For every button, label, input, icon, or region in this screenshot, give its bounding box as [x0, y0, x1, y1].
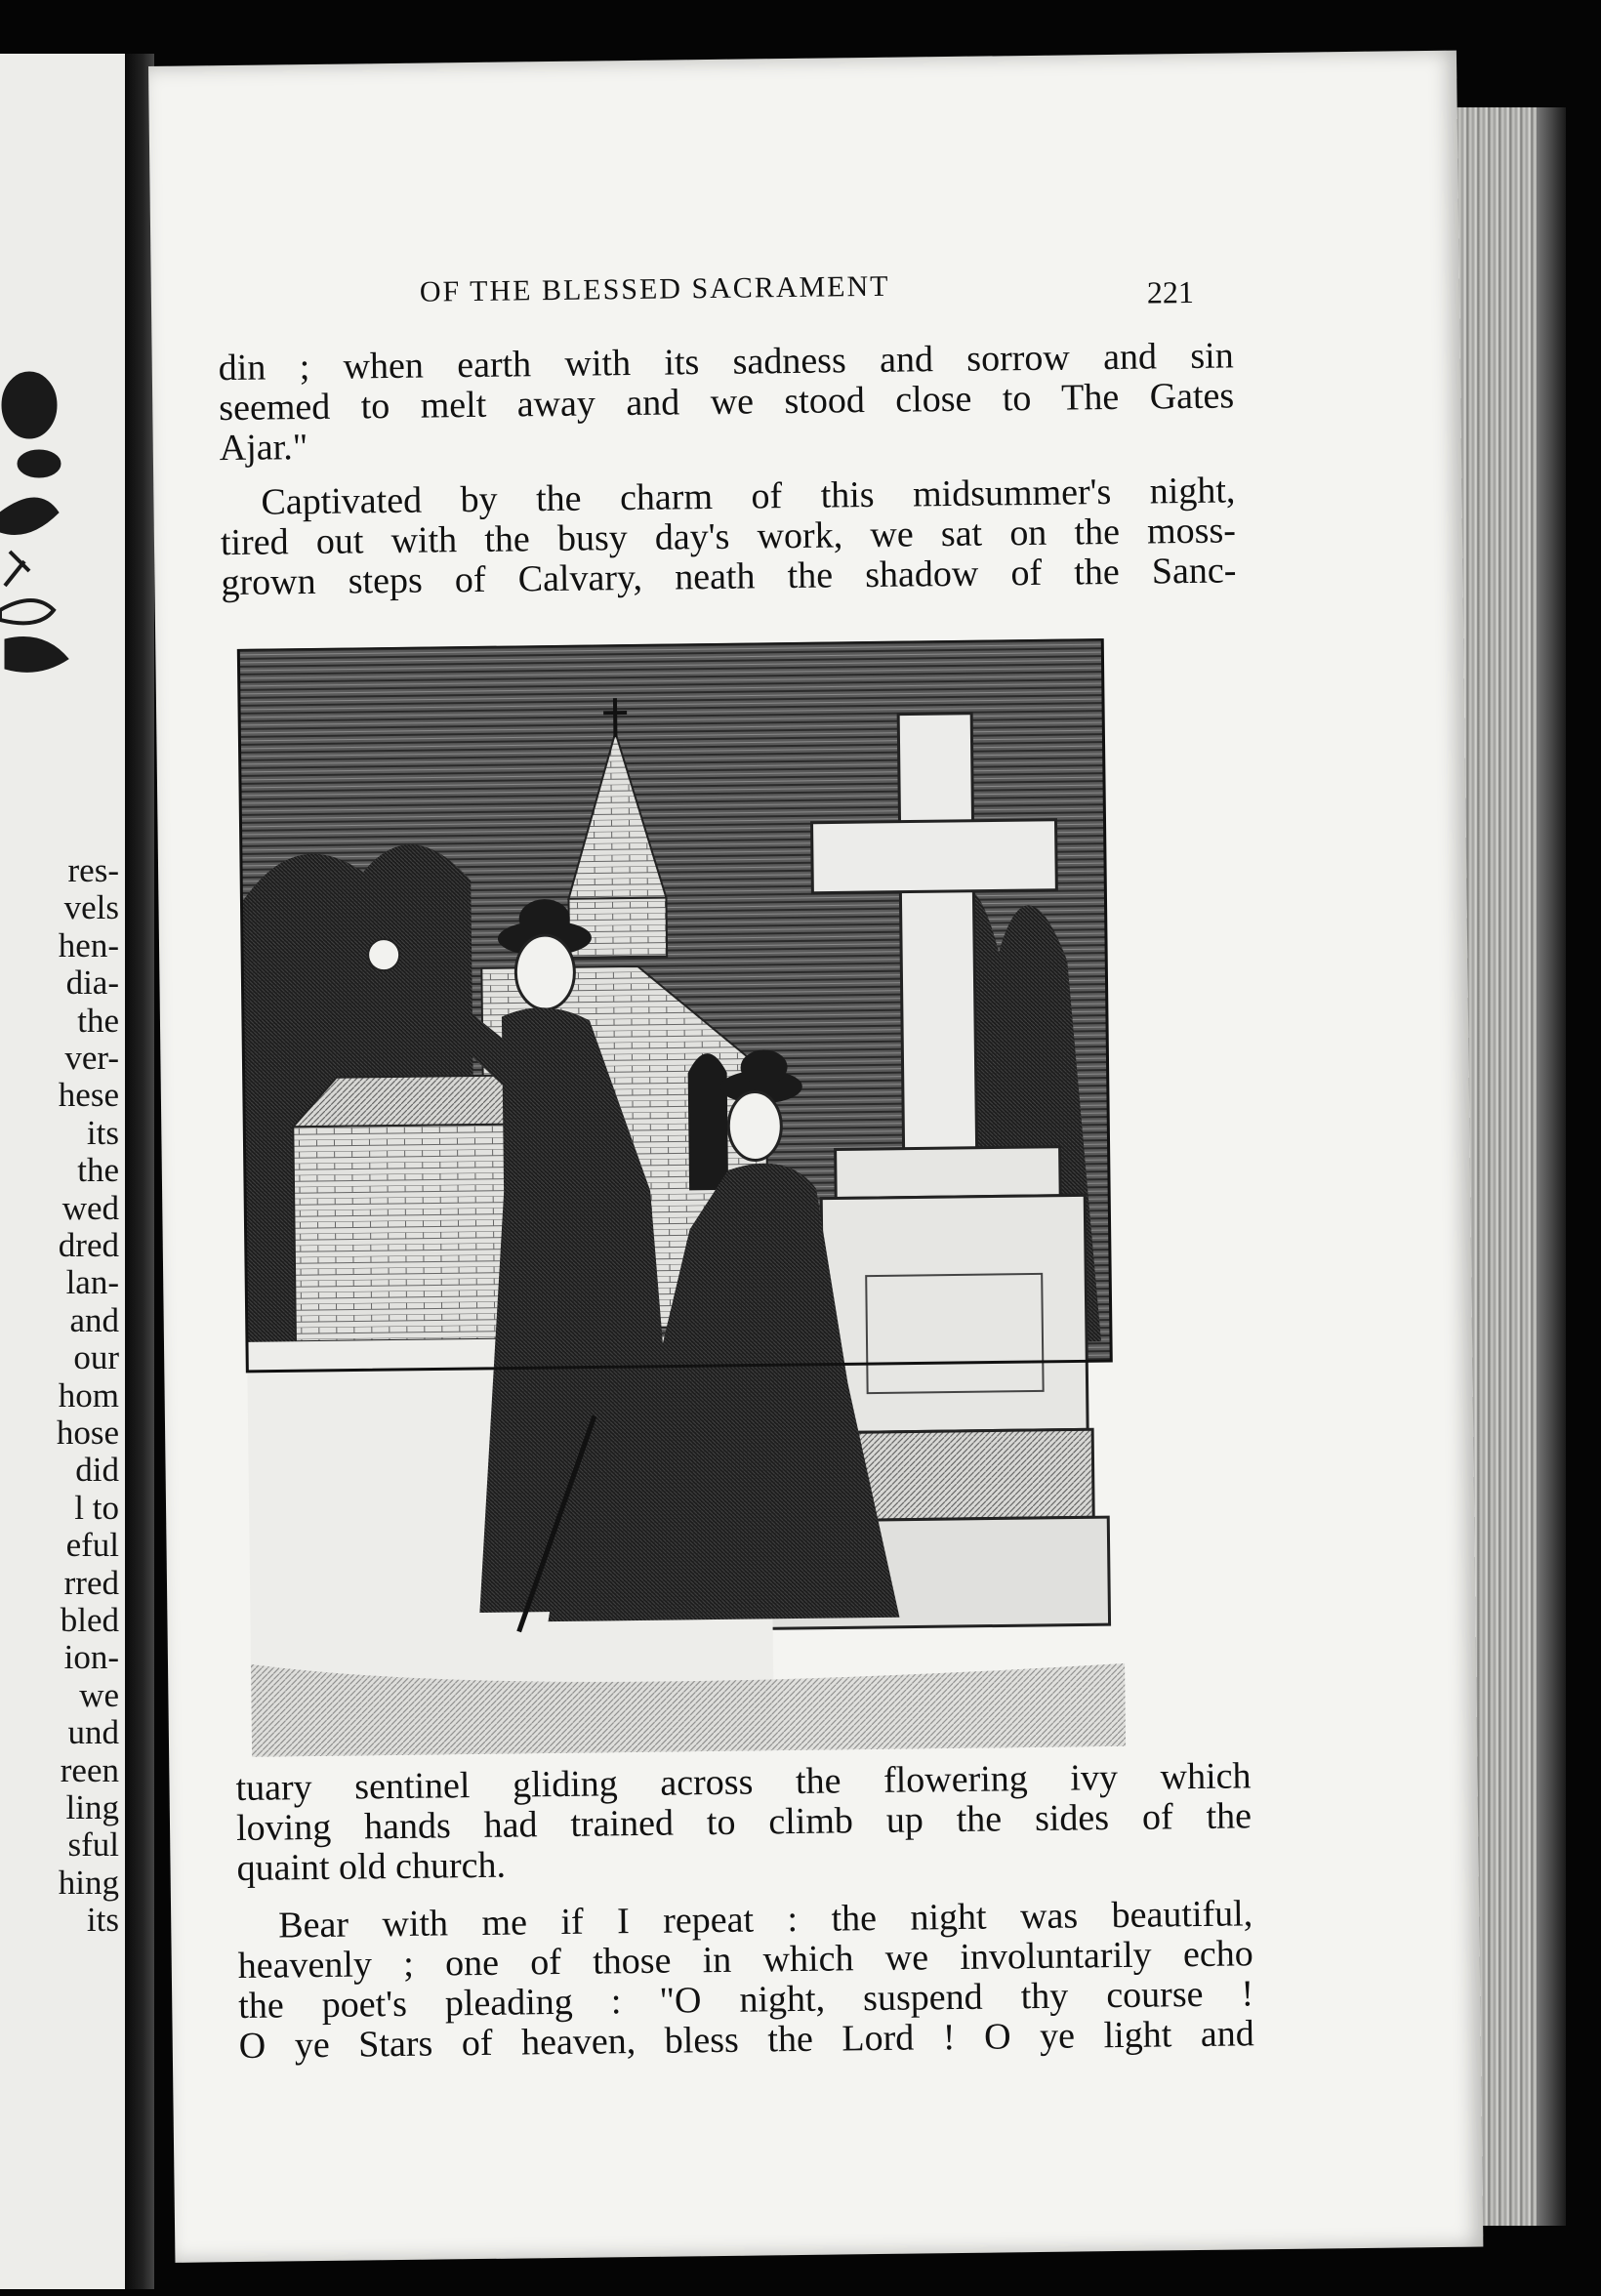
text-line: loving hands had trained to climb up the sides of the [235, 1795, 1252, 1850]
text-line: tuary sentinel gliding across the flowering ivy which [235, 1755, 1252, 1810]
facing-page-fragment: hese [58, 1076, 119, 1115]
facing-page [0, 54, 125, 2289]
facing-page-fragment: l to [74, 1488, 119, 1527]
facing-page-fragment: did [75, 1451, 119, 1490]
facing-page-fragment: ling [65, 1788, 119, 1826]
book-page [148, 51, 1483, 2263]
facing-page-fragment: its [86, 1901, 119, 1940]
facing-page-fragment: lan- [65, 1263, 119, 1302]
running-head [151, 264, 1460, 328]
text-line: tired out with the busy day's work, we sat on the moss- [220, 510, 1237, 564]
paragraph-3 [235, 1756, 1252, 1889]
facing-page-fragment: dia- [65, 964, 119, 1003]
facing-page-fragment: wed [62, 1188, 119, 1227]
text-line: heavenly ; one of those in which we involuntarily echo [237, 1933, 1253, 1988]
facing-page-fragment: rred [63, 1563, 119, 1602]
text-line: din ; when earth with its sadness and sorrow and sin [218, 335, 1234, 390]
facing-page-fragment: dred [58, 1226, 119, 1264]
paragraph-4 [237, 1894, 1254, 2067]
running-title: OF THE BLESSED SACRAMENT [419, 269, 890, 308]
book-gutter [125, 54, 154, 2289]
text-line: grown steps of Calvary, neath the shadow of the Sanc- [221, 550, 1237, 604]
floral-ornament [0, 317, 125, 727]
text-line: Ajar." [219, 427, 308, 470]
text-line: Captivated by the charm of this midsummer's night, [261, 470, 1236, 523]
facing-page-fragment: sful [67, 1825, 119, 1865]
engraving-illustration [214, 638, 1135, 1757]
facing-page-fragment: its [86, 1113, 119, 1152]
facing-page-fragment: ion- [63, 1638, 119, 1677]
text-line: Bear with me if I repeat : the night was beautiful, [278, 1893, 1253, 1947]
page-number: 221 [1146, 273, 1195, 310]
facing-page-fragment: vels [63, 888, 119, 927]
paragraph-2 [220, 471, 1236, 603]
text-line: the poet's pleading : "O night, suspend thy course ! [238, 1973, 1254, 2028]
facing-page-fragment: reen [60, 1750, 119, 1789]
facing-page-fragment: res- [67, 851, 119, 889]
text-line: quaint old church. [236, 1844, 507, 1890]
text-line: O ye Stars of heaven, bless the Lord ! O ye light and [238, 2013, 1254, 2068]
text-line: seemed to melt away and we stood close to The Gates [219, 375, 1235, 430]
paragraph-1 [219, 336, 1235, 469]
facing-page-fragment: the [77, 1151, 119, 1190]
facing-page-fragment: hen- [58, 925, 119, 964]
facing-page-fragment: our [73, 1338, 119, 1377]
facing-page-fragment: bled [60, 1601, 119, 1639]
facing-page-fragment: hom [58, 1375, 119, 1414]
facing-page-fragment: hing [58, 1863, 119, 1902]
facing-page-fragment: ver- [64, 1039, 119, 1077]
facing-page-fragment: eful [65, 1526, 119, 1565]
facing-page-fragment: and [69, 1300, 119, 1339]
facing-page-fragment: the [77, 1001, 119, 1040]
facing-page-fragment: we [79, 1675, 119, 1714]
facing-page-fragment: und [67, 1713, 119, 1752]
facing-page-fragment: hose [56, 1414, 119, 1452]
